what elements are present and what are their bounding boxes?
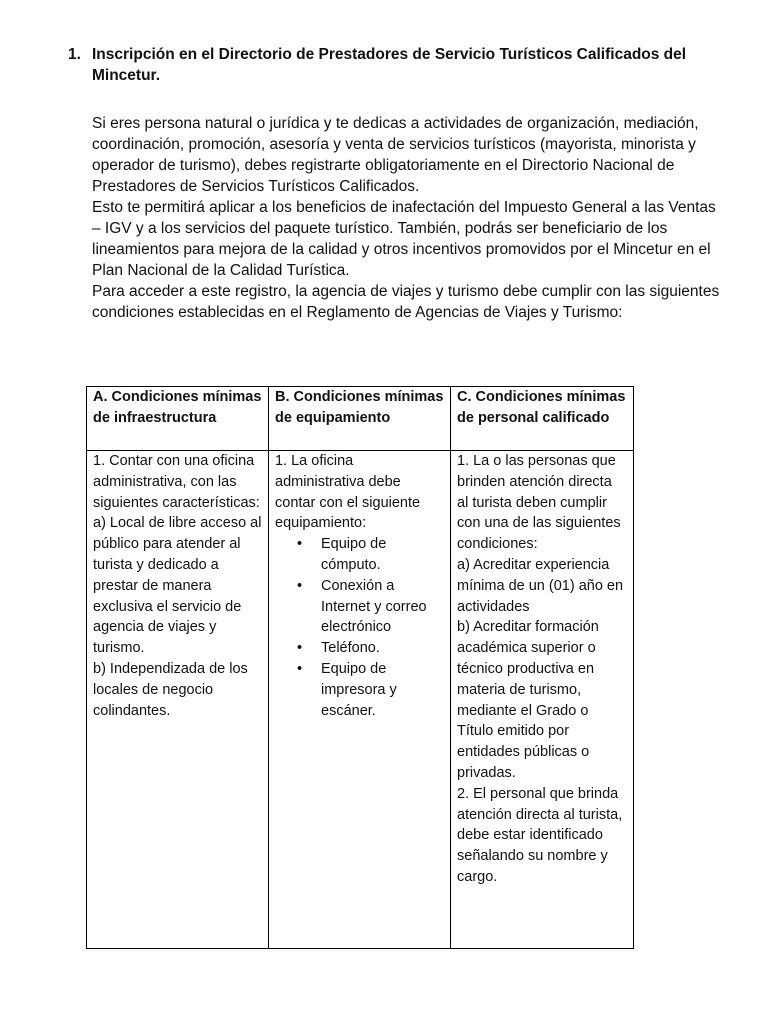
- section-heading: [68, 44, 708, 86]
- intro-text: [92, 113, 722, 323]
- header-personal: C. Condiciones mínimas de personal calificado: [451, 387, 634, 451]
- equip-computo: Equipo de cómputo.: [321, 536, 387, 573]
- bullet-icon: •: [297, 536, 303, 553]
- equip-impresora: Equipo de impresora y escáner.: [321, 660, 397, 719]
- infra-item-b: b) Independizada de los locales de negocio colindantes.: [93, 660, 248, 719]
- list-item: [275, 638, 444, 659]
- personal-item-a: a) Acreditar experiencia mínima de un (01) año en actividades: [457, 556, 624, 615]
- heading-number: 1.: [68, 46, 81, 63]
- paragraph-registration: Si eres persona natural o jurídica y te dedicas a actividades de organización, mediación, coordinación, promoción, asesoría y venta de servicios turísticos (mayorista, minorista y operador de turismo), debes registrarte obligatoriamente en el Directorio Nacional de Prestadores de Servicios Turísticos Calificados.: [92, 115, 699, 195]
- paragraph-benefits: Esto te permitirá aplicar a los beneficios de inafectación del Impuesto General a las Ventas – IGV y a los servicios del paquete turístico. También, podrás ser beneficiario de los lineamientos para mejora de la calidad y otros incentivos promovidos por el Mincetur en el Plan Nacional de la Calidad Turística.: [92, 199, 716, 279]
- personal-item-b: b) Acreditar formación académica superior o técnico productiva en materia de turismo, mediante el Grado o Título emitido por entidades públicas o privadas.: [457, 619, 599, 781]
- paragraph-conditions: Para acceder a este registro, la agencia de viajes y turismo debe cumplir con las siguientes condiciones establecidas en el Reglamento de Agencias de Viajes y Turismo:: [92, 283, 720, 321]
- equip-internet: Conexión a Internet y correo electrónico: [321, 577, 427, 636]
- personal-item-2: 2. El personal que brinda atención directa al turista, debe estar identificado señalando su nombre y cargo.: [457, 785, 623, 885]
- heading-title: Inscripción en el Directorio de Prestadores de Servicio Turísticos Calificados del Mincetur.: [92, 46, 687, 84]
- infra-item-1: 1. Contar con una oficina administrativa, con las siguientes características:: [93, 453, 260, 511]
- infra-item-a: a) Local de libre acceso al público para atender al turista y dedicado a prestar de manera exclusiva el servicio de agencia de viajes y turismo.: [93, 515, 262, 657]
- bullet-icon: •: [297, 640, 303, 657]
- table-header-row: [87, 387, 634, 451]
- conditions-table: [86, 386, 634, 949]
- equip-telefono: Teléfono.: [321, 640, 380, 657]
- header-equipamiento: B. Condiciones mínimas de equipamiento: [269, 387, 451, 451]
- equipment-list: [275, 534, 444, 721]
- header-infraestructura: A. Condiciones mínimas de infraestructura: [87, 387, 269, 451]
- bullet-icon: •: [297, 577, 303, 594]
- cell-infraestructura: [87, 451, 269, 949]
- equip-intro: 1. La oficina administrativa debe contar con el siguiente equipamiento:: [275, 453, 421, 532]
- bullet-icon: •: [297, 660, 303, 677]
- cell-personal: [451, 451, 634, 949]
- list-item: [275, 534, 444, 576]
- personal-item-1: 1. La o las personas que brinden atención directa al turista deben cumplir con una de las siguientes condiciones:: [457, 453, 621, 553]
- table-row: [87, 451, 634, 949]
- cell-equipamiento: [269, 451, 451, 949]
- list-item: [275, 659, 444, 721]
- list-item: [275, 576, 444, 638]
